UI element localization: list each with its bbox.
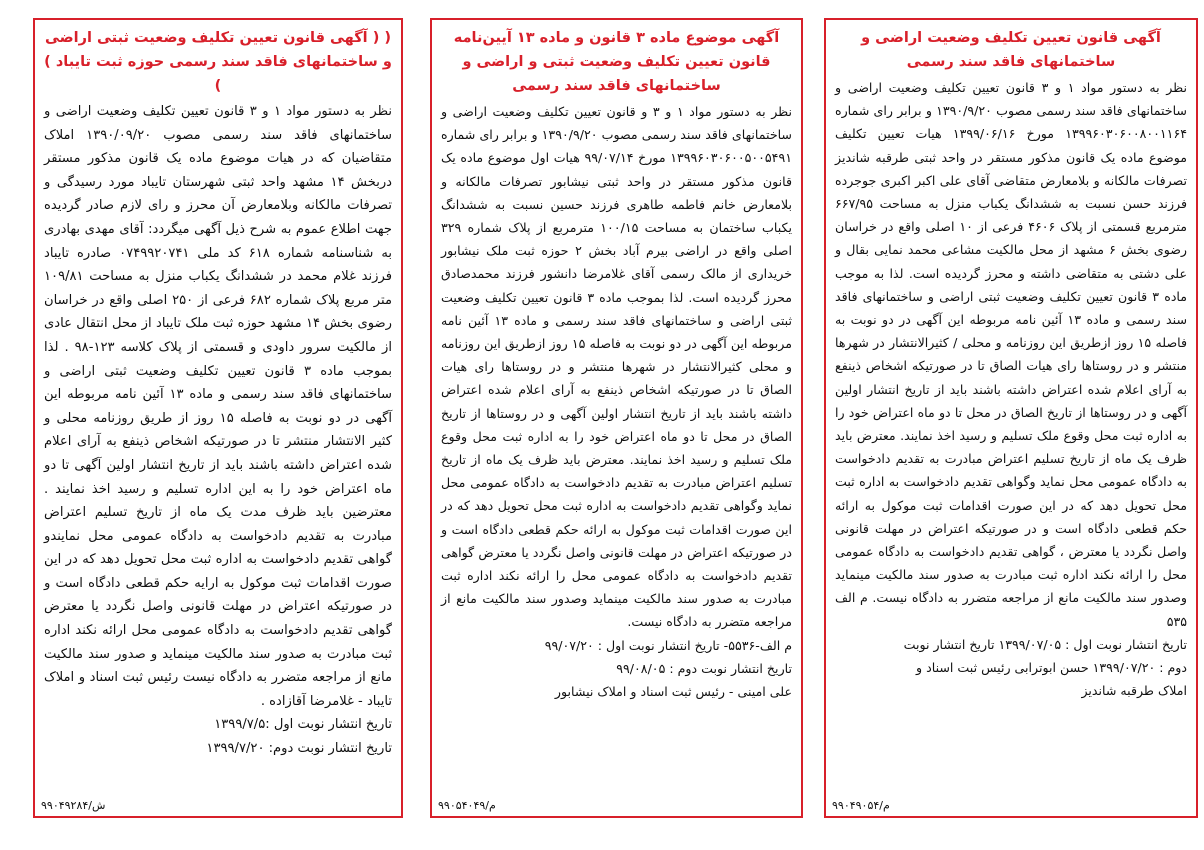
ad-middle-title: آگهی موضوع ماده ۳ قانون و ماده ۱۳ آیین‌نامه قانون تعیین تکلیف وضعیت ثبتی و اراضی و ساختمانهای فاقد سند رسمی: [453, 30, 780, 94]
ad-middle-ref-line: م الف-۵۵۳۶- تاریخ انتشار نوبت اول : ۹۹/۰۷/۲۰: [544, 637, 792, 653]
ad-right-code: م/۹۹۰۴۹۰۵۴: [832, 799, 890, 812]
ad-right-body: نظر به دستور مواد ۱ و ۳ قانون تعیین تکلیف وضعیت اراضی و ساختمانهای فاقد سند رسمی مصوب ۱۳۹۰/۹/۲۰ و برابر رای شماره ۱۳۹۹۶۰۳۰۶۰۰۸۰۰۱۱۶۴ مورخ ۱۳۹۹/۰۶/۱۶ هیات تعیین تکلیف موضوع ماده یک قانون مذکور مستقر در واحد ثبتی طرقبه شاندیز تصرفات مالکانه و بلامعارض متقاضی آقای علی اکبر اکبری جوجرده فرزند حسن نسبت به ششدانگ یکباب منزل به مساحت ۶۶۷/۹۵ مترمربع قسمتی از پلاک ۴۶۰۶ فرعی از ۱۰ اصلی واقع در خراسان رضوی بخش ۶ مشهد از محل مالکیت مشاعی محمد نمایی بقال و علی دشتی به متقاضی داشته و محرز گردیده است. لذا به موجب ماده ۳ قانون تعیین تکلیف وضعیت ثبتی اراضی و ساختمانهای فاقد سند رسمی و ماده ۱۳ آئین نامه مربوطه این آگهی در دو نوبت به فاصله ۱۵ روز ازطریق این روزنامه و محلی / کثیرالانتشار در شهرها منتشر و در روستاها رای هیات الصاق تا در صورتیکه اشخاص ذینفع به آرای اعلام شده اعتراض داشته باشند باید از تاریخ انتشار اولین آگهی و در روستاها از تاریخ الصاق در محل تا دو ماه اعتراض خود را به اداره ثبت محل وقوع ملک تسلیم و رسید اخذ نمایند. معترض باید ظرف یک ماه از تاریخ تسلیم اعتراض مبادرت به تقدیم دادخواست به دادگاه عمومی محل نماید وگواهی تقدیم دادخواست به اداره ثبت محل تحویل دهد که در این صورت اقدامات ثبت موکول به ارائه حکم قطعی دادگاه است و در صورتیکه اعتراض در مهلت قانونی واصل نگردد یا معترض ، گواهی تقدیم دادخواست به دادگاه عمومی محل را ارائه نکند اداره ثبت مبادرت به صدور سند مالکیت مینماید وصدور سند مالکیت مانع از مراجعه متضرر به دادگاه نیست. م الف ۵۳۵: [835, 80, 1188, 629]
ad-right: [824, 18, 1198, 818]
ad-right-title: آگهی قانون تعیین تکلیف وضعیت اراضی و ساختمانهای فاقد سند رسمی: [861, 30, 1161, 70]
ad-left-date-line-1: تاریخ انتشار نوبت اول :۱۳۹۹/۷/۵: [214, 717, 392, 733]
ad-middle-date-line: تاریخ انتشار نوبت دوم : ۹۹/۰۸/۰۵: [616, 660, 792, 676]
ad-right-date-line-1: تاریخ انتشار نوبت اول : ۱۳۹۹/۰۷/۰۵ تاریخ انتشار نوبت: [903, 636, 1187, 652]
ad-middle-code: م/۹۹۰۵۴۰۴۹: [438, 799, 496, 812]
ad-left-body: نظر به دستور مواد ۱ و ۳ قانون تعیین تکلیف وضعیت اراضی و ساختمانهای فاقد سند رسمی مصوب ۱۳۹۰/۰۹/۲۰ املاک متقاضیان که در هیات موضوع ماده یک قانون مذکور مستقر دربخش ۱۴ مشهد واحد ثبتی شهرستان تایباد مورد رسیدگی و تصرفات مالکانه وبلامعارض آن محرز و رای لازم صادر گردیده جهت اطلاع عموم به شرح ذیل آگهی میگردد: آقای مهدی بهادری به شناسنامه شماره ۶۱۸ کد ملی ۰۷۴۹۹۲۰۷۴۱ صادره تایباد فرزند غلام محمد در ششدانگ یکباب منزل به مساحت ۱۰۹/۸۱ متر مربع پلاک شماره ۶۸۲ فرعی از ۲۵۰ اصلی واقع در خراسان رضوی بخش ۱۴ مشهد حوزه ثبت ملک تایباد از محل انتقال عادی از مالکیت سرور داودی و قسمتی از پلاک کلاسه ۱۲۳-۹۸ . لذا بموجب ماده ۳ قانون تعیین تکلیف وضعیت ثبتی اراضی و ساختمانهای فاقد سند رسمی و ماده ۱۳ آئین نامه مربوطه این آگهی در دو نوبت به فاصله ۱۵ روز از طریق روزنامه محلی و کثیر الانتشار منتشر تا در صورتیکه اشخاص ذینفع به آرای اعلام شده اعتراض داشته باشند باید از تاریخ انتشار اولین آگهی تا دو ماه اعتراض خود را به این اداره تسلیم و رسید اخذ نمایند . معترضین باید ظرف مدت یک ماه از تاریخ تسلیم اعتراض مبادرت به تقدیم دادخواست به دادگاه عمومی محل نمایندو گواهی تقدیم دادخواست به اداره ثبت محل تحویل دهد که در این صورت اقدامات ثبت موکول به ارایه حکم قطعی دادگاه است و در صورتیکه اعتراض در مهلت قانونی واصل نگردد یا معترض گواهی تقدیم دادخواست به دادگاه عمومی محل ارائه نکند اداره ثبت مبادرت به صدور سند مالکیت مینماید و صدور سند مالکیت مانع از مراجعه متضرر به دادگاه نیست رئیس ثبت اسناد و املاک تایباد - غلامرضا آقازاده .: [44, 104, 392, 709]
ad-right-date-line-2: دوم : ۱۳۹۹/۰۷/۲۰ حسن ابوترابی رئیس ثبت اسناد و: [916, 660, 1187, 676]
ad-left: [33, 18, 403, 818]
ad-middle-signature: علی امینی - رئیس ثبت اسناد و املاک نیشابور: [554, 684, 792, 700]
ad-left-code: ش/۹۹۰۴۹۲۸۴: [41, 799, 106, 812]
ad-left-title: ( ( آگهی قانون تعیین تکلیف وضعیت ثبتی اراضی و ساختمانهای فاقد سند رسمی حوزه ثبت تایباد ) ): [44, 30, 392, 94]
ad-middle-body: نظر به دستور مواد ۱ و ۳ و قانون تعیین تکلیف وضعیت اراضی و ساختمانهای فاقد سند رسمی مصوب ۱۳۹۰/۹/۲۰ و برابر رای شماره ۱۳۹۹۶۰۳۰۶۰۰۵۰۰۵۴۹۱ مورخ ۹۹/۰۷/۱۴ هیات اول موضوع ماده یک قانون مذکور مستقر در واحد ثبتی نیشابور تصرفات مالکانه و بلامعارض خانم فاطمه طاهری فرزند حسین نسبت به ششدانگ یکباب ساختمان به مساحت ۱۰۰/۱۵ مترمربع از پلاک شماره ۳۲۹ اصلی واقع در اراضی بیرم آباد بخش ۲ حوزه ثبت ملک نیشابور خریداری از مالک رسمی آقای غلامرضا دانشور فرزند محمدصادق محرز گردیده است. لذا بموجب ماده ۳ قانون تعیین تکلیف وضعیت ثبتی اراضی و ساختمانهای فاقد سند رسمی و ماده ۱۳ آئین نامه مربوطه این آگهی در دو نوبت به فاصله ۱۵ روز ازطریق این روزنامه و محلی کثیرالانتشار در شهرها منتشر و در روستاها رای هیات الصاق تا در صورتیکه اشخاص ذینفع به آرای اعلام شده اعتراض داشته باشند باید از تاریخ انتشار اولین آگهی و در روستاها از تاریخ الصاق در محل تا دو ماه اعتراض خود را به اداره ثبت محل وقوع ملک تسلیم و رسید اخذ نمایند. معترض باید ظرف یک ماه از تاریخ تسلیم اعتراض مبادرت به تقدیم دادخواست به دادگاه عمومی محل نماید وگواهی تقدیم دادخواست به اداره ثبت محل تحویل دهد که در این صورت اقدامات ثبت موکول به ارائه حکم قطعی دادگاه است و در صورتیکه اعتراض در مهلت قانونی واصل نگردد یا معترض گواهی تقدیم دادخواست به دادگاه عمومی محل را ارائه نکند اداره ثبت مبادرت به صدور سند مالکیت مینماید وصدور سند مالکیت مانع از مراجعه متضرر به دادگاه نیست.: [441, 104, 793, 630]
ad-right-signature: املاک طرقبه شاندیز: [1081, 683, 1187, 699]
ad-middle: [430, 18, 803, 818]
ad-left-date-line-2: تاریخ انتشار نوبت دوم: ۱۳۹۹/۷/۲۰: [206, 741, 392, 757]
